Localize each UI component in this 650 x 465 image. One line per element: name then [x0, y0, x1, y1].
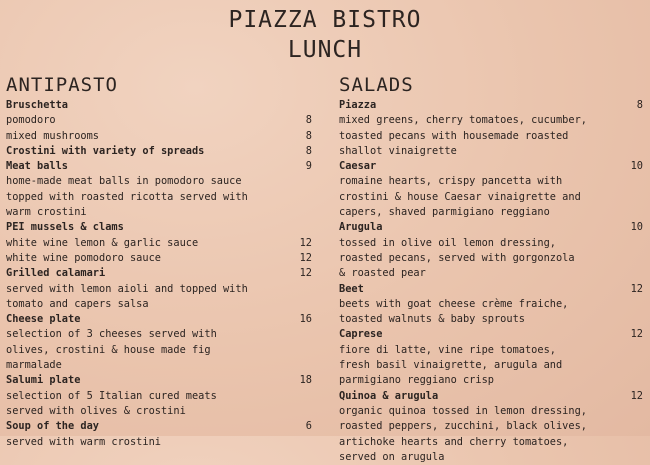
- antipasto-column: [6, 74, 314, 450]
- menu-item-description: pomodoro: [6, 114, 56, 127]
- menu-description-row: [339, 312, 645, 327]
- menu-description-row: [6, 129, 314, 144]
- menu-item-description: crostini & house Caesar vinaigrette and: [339, 190, 581, 203]
- menu-item-row: [339, 327, 645, 342]
- menu-item-row: [339, 159, 645, 174]
- menu-item-name: Salumi plate: [6, 374, 81, 387]
- menu-description-row: [6, 343, 314, 358]
- menu-item-description: white wine lemon & garlic sauce: [6, 236, 199, 249]
- menu-item-description: roasted peppers, zucchini, black olives,: [339, 420, 587, 433]
- menu-item-description: toasted walnuts & baby sprouts: [339, 313, 525, 326]
- menu-description-row: [339, 373, 645, 388]
- menu-item-row: [6, 419, 314, 434]
- menu-description-row: [339, 236, 645, 251]
- menu-description-row: [339, 297, 645, 312]
- menu-description-row: [339, 435, 645, 450]
- menu-description-row: [6, 297, 314, 312]
- menu-description-row: [339, 190, 645, 205]
- menu-item-description: fresh basil vinaigrette, arugula and: [339, 359, 563, 372]
- menu-item-description: olives, crostini & house made fig: [6, 343, 211, 356]
- menu-description-row: [6, 389, 314, 404]
- menu-item-description: parmigiano reggiano crisp: [339, 374, 494, 387]
- menu-item-description: roasted pecans, served with gorgonzola: [339, 251, 575, 264]
- menu-item-price: 18: [299, 374, 312, 387]
- menu-item-description: marmalade: [6, 359, 62, 372]
- menu-item-name: Quinoa & arugula: [339, 389, 439, 402]
- menu-description-row: [339, 113, 645, 128]
- menu-description-row: [6, 190, 314, 205]
- menu-description-row: [6, 358, 314, 373]
- salads-heading: SALADS: [339, 74, 414, 96]
- menu-item-price: 8: [305, 129, 312, 142]
- menu-item-price: 8: [305, 144, 312, 157]
- menu-item-price: 6: [305, 420, 312, 433]
- menu-item-name: Bruschetta: [6, 99, 68, 111]
- menu-item-description: & roasted pear: [339, 267, 426, 280]
- menu-item-description: organic quinoa tossed in lemon dressing,: [339, 404, 587, 417]
- menu-description-row: [6, 327, 314, 342]
- menu-item-name: Cheese plate: [6, 313, 81, 326]
- menu-item-description: selection of 3 cheeses served with: [6, 328, 217, 341]
- menu-item-price: 8: [636, 99, 643, 111]
- menu-description-row: [339, 358, 645, 373]
- menu-description-row: [6, 404, 314, 419]
- menu-item-row: [6, 144, 314, 159]
- menu-item-row: [6, 98, 314, 113]
- menu-item-row: [339, 220, 645, 235]
- menu-item-price: 12: [630, 389, 643, 402]
- menu-description-row: [339, 129, 645, 144]
- menu-description-row: [6, 113, 314, 128]
- menu-item-description: served with lemon aioli and topped with: [6, 282, 248, 295]
- menu-description-row: [339, 404, 645, 419]
- menu-description-row: [339, 419, 645, 434]
- menu-description-row: [339, 266, 645, 281]
- menu-item-description: shallot vinaigrette: [339, 144, 457, 157]
- menu-item-name: Meat balls: [6, 160, 68, 173]
- menu-description-row: [339, 144, 645, 159]
- menu-item-price: 12: [299, 251, 312, 264]
- menu-description-row: [6, 251, 314, 266]
- menu-item-row: [339, 98, 645, 113]
- menu-item-price: 8: [305, 114, 312, 127]
- menu-item-description: romaine hearts, crispy pancetta with: [339, 175, 563, 188]
- menu-subtitle: LUNCH: [287, 37, 363, 63]
- menu-item-price: 12: [630, 328, 643, 341]
- menu-item-description: warm crostini: [6, 206, 87, 219]
- menu-item-row: [339, 282, 645, 297]
- menu-item-name: PEI mussels & clams: [6, 221, 124, 234]
- salads-column: [339, 74, 645, 465]
- menu-item-name: Crostini with variety of spreads: [6, 144, 205, 157]
- menu-item-price: 9: [305, 160, 312, 173]
- antipasto-list: [6, 98, 314, 450]
- menu-item-description: toasted pecans with housemade roasted: [339, 129, 569, 142]
- menu-item-description: served with warm crostini: [6, 435, 161, 448]
- menu-item-name: Caprese: [339, 328, 383, 341]
- menu-item-description: home-made meat balls in pomodoro sauce: [6, 175, 242, 188]
- menu-item-description: mixed greens, cherry tomatoes, cucumber,: [339, 114, 587, 127]
- menu-item-description: tomato and capers salsa: [6, 297, 149, 310]
- menu-item-row: [6, 220, 314, 235]
- menu-description-row: [6, 205, 314, 220]
- menu-item-row: [6, 266, 314, 281]
- menu-description-row: [6, 282, 314, 297]
- menu-item-row: [339, 389, 645, 404]
- menu-item-row: [6, 373, 314, 388]
- antipasto-heading: ANTIPASTO: [6, 74, 118, 96]
- menu-item-description: topped with roasted ricotta served with: [6, 190, 248, 203]
- menu-item-row: [6, 159, 314, 174]
- menu-item-price: 12: [299, 267, 312, 280]
- menu-description-row: [339, 205, 645, 220]
- salads-list: [339, 98, 645, 465]
- menu-description-row: [339, 174, 645, 189]
- menu-item-name: Soup of the day: [6, 420, 99, 433]
- menu-item-name: Piazza: [339, 99, 377, 111]
- menu-item-description: artichoke hearts and cherry tomatoes,: [339, 435, 569, 448]
- menu-item-name: Beet: [339, 282, 364, 295]
- menu-item-price: 16: [299, 313, 312, 326]
- menu-description-row: [339, 251, 645, 266]
- menu-item-description: mixed mushrooms: [6, 129, 99, 142]
- menu-item-name: Arugula: [339, 221, 383, 234]
- menu-description-row: [6, 174, 314, 189]
- menu-item-description: beets with goat cheese crème fraiche,: [339, 297, 569, 310]
- menu-item-description: fiore di latte, vine ripe tomatoes,: [339, 343, 556, 356]
- menu-item-name: Grilled calamari: [6, 267, 106, 280]
- menu-item-name: Caesar: [339, 160, 377, 173]
- menu-title: PIAZZA BISTRO: [228, 7, 422, 33]
- menu-item-description: capers, shaved parmigiano reggiano: [339, 206, 550, 219]
- menu-item-description: tossed in olive oil lemon dressing,: [339, 236, 556, 249]
- menu-item-price: 10: [630, 221, 643, 234]
- menu-description-row: [6, 236, 314, 251]
- menu-item-price: 12: [630, 282, 643, 295]
- menu-item-row: [6, 312, 314, 327]
- menu-item-description: selection of 5 Italian cured meats: [6, 389, 217, 402]
- menu-description-row: [339, 343, 645, 358]
- menu-item-price: 10: [630, 160, 643, 173]
- menu-item-description: white wine pomodoro sauce: [6, 251, 161, 264]
- menu-item-price: 12: [299, 236, 312, 249]
- menu-item-description: served with olives & crostini: [6, 404, 186, 417]
- menu-description-row: [339, 450, 645, 465]
- menu-item-description: served on arugula: [339, 450, 445, 463]
- menu-description-row: [6, 435, 314, 450]
